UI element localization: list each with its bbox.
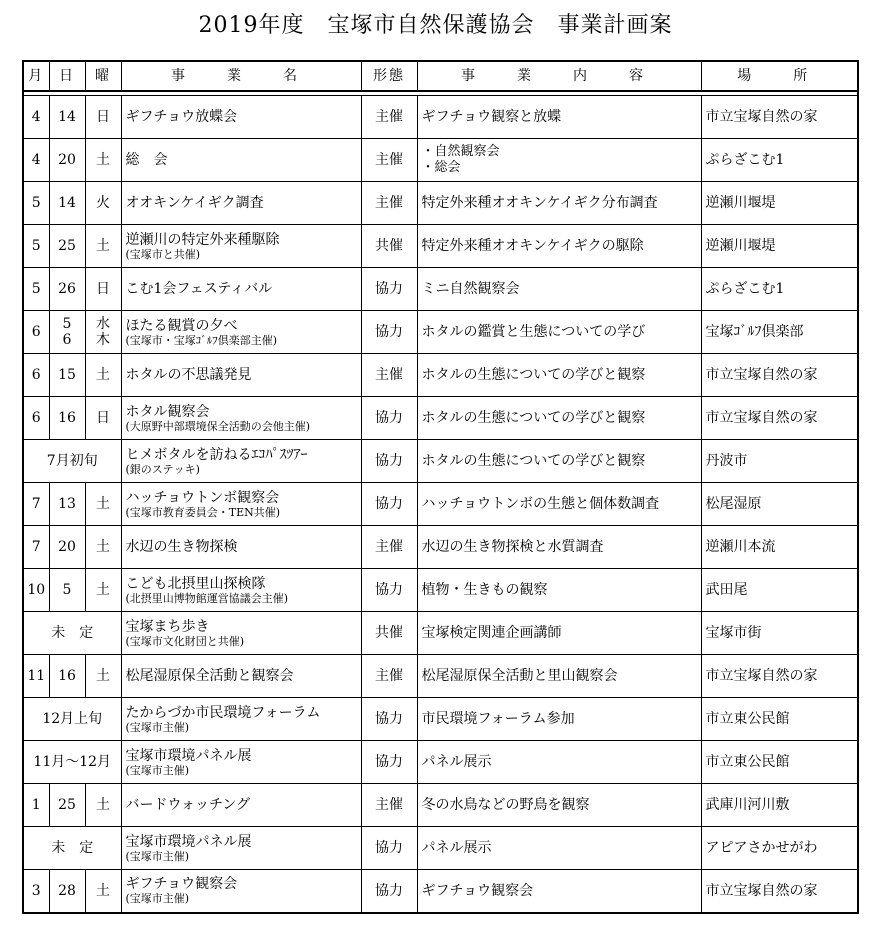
month-cell xyxy=(23,182,49,225)
event-place-cell xyxy=(701,182,858,225)
day-cell xyxy=(49,182,85,225)
event-content: ホタルの生態についての学びと観察 xyxy=(421,453,646,469)
event-place: 宝塚市街 xyxy=(705,625,762,641)
event-place-cell xyxy=(701,311,858,354)
event-type-cell xyxy=(361,698,417,741)
event-content: 特定外来種オオキンケイギク分布調査 xyxy=(421,195,658,211)
event-content: ミニ自然観察会 xyxy=(421,281,520,297)
table-row xyxy=(23,96,858,139)
event-type: 協力 xyxy=(375,324,403,340)
event-place-cell xyxy=(701,397,858,440)
table-row xyxy=(23,268,858,311)
event-name-cell xyxy=(121,139,361,182)
event-name: 宝塚まち歩き xyxy=(125,618,210,635)
event-name-cell xyxy=(121,311,361,354)
event-organizer-note: (宝塚市と共催) xyxy=(125,247,201,261)
event-name: 松尾湿原保全活動と観察会 xyxy=(125,668,294,684)
day-text: 20 xyxy=(58,539,76,555)
weekday-text: 土 xyxy=(96,582,110,598)
event-name-cell xyxy=(121,784,361,827)
table-row xyxy=(23,569,858,612)
day-text: 5 xyxy=(62,316,72,332)
event-type: 主催 xyxy=(375,109,403,125)
event-place-cell xyxy=(701,440,858,483)
month-cell xyxy=(23,139,49,182)
weekday-cell xyxy=(85,268,121,311)
event-type: 共催 xyxy=(375,625,403,641)
date-text: 未 定 xyxy=(51,840,94,856)
event-name-cell xyxy=(121,741,361,784)
event-organizer-note: (大原野中部環境保全活動の会他主催) xyxy=(125,419,311,433)
day-text: 20 xyxy=(58,152,76,168)
event-name-cell xyxy=(121,483,361,526)
event-content: ハッチョウトンボの生態と個体数調査 xyxy=(421,496,660,512)
event-content-cell xyxy=(417,354,701,397)
event-content-cell xyxy=(417,182,701,225)
event-type-cell xyxy=(361,311,417,354)
event-name: ヒメボタルを訪ねるｴｺﾊﾟｽﾂｱｰ xyxy=(125,446,308,463)
event-name: 水辺の生き物探検 xyxy=(125,539,238,555)
month-text: 11 xyxy=(27,668,46,684)
weekday-text: 日 xyxy=(96,281,110,297)
event-name: バードウォッチング xyxy=(125,797,250,813)
event-content: 市民環境フォーラム参加 xyxy=(421,711,575,727)
event-content-cell xyxy=(417,483,701,526)
event-place-cell xyxy=(701,870,858,913)
month-text: 4 xyxy=(31,152,41,168)
month-cell xyxy=(23,569,49,612)
date-text: 11月～12月 xyxy=(33,754,112,770)
event-type: 主催 xyxy=(375,668,403,684)
event-content-cell xyxy=(417,526,701,569)
event-content: 特定外来種オオキンケイギクの駆除 xyxy=(421,238,644,254)
day-cell xyxy=(49,655,85,698)
date-text: 未 定 xyxy=(51,625,94,641)
event-type-cell xyxy=(361,741,417,784)
month-text: 4 xyxy=(31,109,41,125)
event-type-cell xyxy=(361,612,417,655)
table-row xyxy=(23,440,858,483)
event-type: 協力 xyxy=(375,496,403,512)
day-text: 5 xyxy=(62,582,72,598)
event-type: 協力 xyxy=(375,840,403,856)
table-row xyxy=(23,698,858,741)
event-type: 主催 xyxy=(375,539,403,555)
event-place: 逆瀬川堰堤 xyxy=(705,238,776,254)
weekday-text: 木 xyxy=(96,332,110,348)
event-organizer-note: (宝塚市主催) xyxy=(125,892,190,906)
date-text: 7月初旬 xyxy=(46,453,98,469)
month-cell xyxy=(23,96,49,139)
event-place: 市立宝塚自然の家 xyxy=(705,367,818,383)
month-text: 6 xyxy=(31,367,41,383)
event-name: ハッチョウトンボ観察会 xyxy=(125,489,280,506)
date-merged-cell xyxy=(23,698,121,741)
event-content-cell xyxy=(417,569,701,612)
event-content-cell xyxy=(417,655,701,698)
event-type: 主催 xyxy=(375,152,403,168)
day-text: 6 xyxy=(62,332,72,348)
event-place: 宝塚ｺﾞﾙﾌ倶楽部 xyxy=(705,324,804,340)
event-place-cell xyxy=(701,139,858,182)
event-content: 植物・生きもの観察 xyxy=(421,582,548,598)
event-type-cell xyxy=(361,569,417,612)
header-content: 事 業 内 容 xyxy=(417,61,701,91)
event-type-cell xyxy=(361,139,417,182)
weekday-cell xyxy=(85,225,121,268)
weekday-text: 土 xyxy=(96,539,110,555)
month-cell xyxy=(23,526,49,569)
table-row xyxy=(23,741,858,784)
event-content: ホタルの生態についての学びと観察 xyxy=(421,410,646,426)
date-text: 12月上旬 xyxy=(42,711,103,727)
event-content-cell xyxy=(417,827,701,870)
event-organizer-note: (宝塚市文化財団と共催) xyxy=(125,634,245,648)
table-header xyxy=(23,61,858,96)
event-content-cell xyxy=(417,225,701,268)
month-cell xyxy=(23,655,49,698)
table-row xyxy=(23,225,858,268)
month-text: 6 xyxy=(31,324,41,340)
day-cell xyxy=(49,354,85,397)
event-name-cell xyxy=(121,440,361,483)
event-type-cell xyxy=(361,827,417,870)
event-organizer-note: (宝塚市主催) xyxy=(125,849,190,863)
weekday-text: 水 xyxy=(96,316,110,332)
event-content: 松尾湿原保全活動と里山観察会 xyxy=(421,668,618,684)
event-name-cell xyxy=(121,354,361,397)
event-content-cell xyxy=(417,268,701,311)
month-cell xyxy=(23,225,49,268)
weekday-cell xyxy=(85,182,121,225)
day-text: 25 xyxy=(58,238,76,254)
event-name: こども北摂里山探検隊 xyxy=(125,575,266,592)
event-place: 市立宝塚自然の家 xyxy=(705,109,818,125)
event-place: 市立宝塚自然の家 xyxy=(705,668,818,684)
month-cell xyxy=(23,870,49,913)
header-place: 場 所 xyxy=(701,61,858,91)
header-type: 形態 xyxy=(361,61,417,91)
month-text: 5 xyxy=(31,195,41,211)
event-place-cell xyxy=(701,225,858,268)
event-type: 協力 xyxy=(375,410,403,426)
weekday-cell xyxy=(85,311,121,354)
month-cell xyxy=(23,354,49,397)
event-content: ギフチョウ観察会 xyxy=(421,882,534,899)
event-name-cell xyxy=(121,569,361,612)
day-cell xyxy=(49,268,85,311)
weekday-text: 土 xyxy=(96,797,110,813)
weekday-text: 土 xyxy=(96,367,110,383)
event-place: 市立東公民館 xyxy=(705,754,790,770)
event-place: ぷらざこむ1 xyxy=(705,281,785,297)
day-cell xyxy=(49,870,85,913)
month-text: 10 xyxy=(27,582,46,598)
event-type: 協力 xyxy=(375,754,403,770)
event-type-cell xyxy=(361,440,417,483)
table-row xyxy=(23,655,858,698)
month-cell xyxy=(23,397,49,440)
event-content: ホタルの生態についての学びと観察 xyxy=(421,367,646,383)
table-row xyxy=(23,182,858,225)
event-content: ギフチョウ観察と放蝶 xyxy=(421,109,562,125)
event-content-cell xyxy=(417,741,701,784)
event-type-cell xyxy=(361,397,417,440)
event-content: パネル展示 xyxy=(421,840,492,856)
day-text: 28 xyxy=(58,882,76,899)
event-type-cell xyxy=(361,526,417,569)
event-content-cell xyxy=(417,96,701,139)
table-row xyxy=(23,354,858,397)
event-place: 市立宝塚自然の家 xyxy=(705,410,818,426)
event-place-cell xyxy=(701,741,858,784)
event-place-cell xyxy=(701,827,858,870)
day-cell xyxy=(49,526,85,569)
event-content-cell xyxy=(417,612,701,655)
event-organizer-note: (宝塚市教育委員会・TEN共催) xyxy=(125,505,281,519)
event-organizer-note: (北摂里山博物館運営協議会主催) xyxy=(125,591,289,605)
event-content: ・自然観察会 xyxy=(421,144,500,159)
event-content: ・総会 xyxy=(421,160,461,175)
date-merged-cell xyxy=(23,827,121,870)
day-cell xyxy=(49,784,85,827)
event-type: 協力 xyxy=(375,711,403,727)
day-text: 14 xyxy=(58,109,76,125)
event-type-cell xyxy=(361,225,417,268)
event-type: 協力 xyxy=(375,582,403,598)
table-row xyxy=(23,526,858,569)
header-day: 日 xyxy=(49,61,85,91)
day-cell xyxy=(49,225,85,268)
event-place-cell xyxy=(701,569,858,612)
month-text: 7 xyxy=(31,496,41,512)
event-type: 協力 xyxy=(375,453,403,469)
event-content: 水辺の生き物探検と水質調査 xyxy=(421,539,604,555)
table-row xyxy=(23,784,858,827)
weekday-text: 日 xyxy=(96,109,110,125)
weekday-cell xyxy=(85,96,121,139)
event-name: ホタル観察会 xyxy=(125,403,210,420)
month-cell xyxy=(23,268,49,311)
event-place: ぷらざこむ1 xyxy=(705,152,785,168)
event-type: 共催 xyxy=(375,238,403,254)
event-type-cell xyxy=(361,96,417,139)
event-name: 宝塚市環境パネル展 xyxy=(125,833,252,850)
event-place: 逆瀬川本流 xyxy=(705,539,776,555)
event-type: 主催 xyxy=(375,195,403,211)
event-type-cell xyxy=(361,268,417,311)
day-text: 16 xyxy=(58,668,76,684)
month-cell xyxy=(23,784,49,827)
event-content-cell xyxy=(417,311,701,354)
weekday-cell xyxy=(85,139,121,182)
day-cell xyxy=(49,569,85,612)
event-place: 武庫川河川敷 xyxy=(705,797,790,813)
event-name-cell xyxy=(121,827,361,870)
event-place-cell xyxy=(701,784,858,827)
event-name-cell xyxy=(121,397,361,440)
event-place-cell xyxy=(701,268,858,311)
event-content: パネル展示 xyxy=(421,754,492,770)
weekday-cell xyxy=(85,354,121,397)
event-place-cell xyxy=(701,612,858,655)
event-name: たからづか市民環境フォーラム xyxy=(125,704,321,721)
event-type-cell xyxy=(361,354,417,397)
plan-table xyxy=(22,60,859,914)
event-name: こむ1会フェスティバル xyxy=(125,281,273,297)
event-type: 協力 xyxy=(375,882,403,899)
event-place: 市立東公民館 xyxy=(705,711,790,727)
header-name: 事 業 名 xyxy=(121,61,361,91)
table-row xyxy=(23,483,858,526)
weekday-text: 土 xyxy=(96,152,110,168)
day-cell xyxy=(49,483,85,526)
event-content: 冬の水鳥などの野鳥を観察 xyxy=(421,797,590,813)
weekday-cell xyxy=(85,397,121,440)
event-place: 市立宝塚自然の家 xyxy=(705,882,818,899)
month-text: 5 xyxy=(31,238,41,254)
table-body xyxy=(23,96,858,913)
event-place-cell xyxy=(701,354,858,397)
weekday-cell xyxy=(85,870,121,913)
event-name: オオキンケイギク調査 xyxy=(125,195,264,211)
event-content-cell xyxy=(417,698,701,741)
event-name: 総 会 xyxy=(125,152,168,168)
event-place: 武田尾 xyxy=(705,582,748,598)
event-name-cell xyxy=(121,182,361,225)
table-row xyxy=(23,870,858,913)
event-place: 逆瀬川堰堤 xyxy=(705,195,776,211)
event-organizer-note: (宝塚市主催) xyxy=(125,763,190,777)
event-content: 宝塚検定関連企画講師 xyxy=(421,625,562,641)
event-type: 主催 xyxy=(375,367,403,383)
event-type-cell xyxy=(361,784,417,827)
weekday-cell xyxy=(85,784,121,827)
weekday-text: 火 xyxy=(96,195,110,211)
table-row xyxy=(23,827,858,870)
weekday-text: 土 xyxy=(96,882,110,899)
event-content: ホタルの鑑賞と生態についての学び xyxy=(421,324,646,340)
header-dow: 曜 xyxy=(85,61,121,91)
table-row xyxy=(23,397,858,440)
event-type: 主催 xyxy=(375,797,403,813)
event-place: 松尾湿原 xyxy=(705,496,762,512)
event-place-cell xyxy=(701,483,858,526)
header-month: 月 xyxy=(23,61,49,91)
month-text: 6 xyxy=(31,410,41,426)
day-text: 14 xyxy=(58,195,76,211)
event-type-cell xyxy=(361,483,417,526)
month-text: 1 xyxy=(31,797,41,813)
date-merged-cell xyxy=(23,612,121,655)
event-content-cell xyxy=(417,139,701,182)
event-name: 宝塚市環境パネル展 xyxy=(125,747,252,764)
event-type-cell xyxy=(361,655,417,698)
event-place-cell xyxy=(701,526,858,569)
event-name: 逆瀬川の特定外来種駆除 xyxy=(125,231,280,248)
day-text: 13 xyxy=(58,496,76,512)
event-name-cell xyxy=(121,268,361,311)
event-name-cell xyxy=(121,655,361,698)
event-name-cell xyxy=(121,225,361,268)
weekday-text: 土 xyxy=(96,496,110,512)
weekday-cell xyxy=(85,526,121,569)
event-place: アピアさかせがわ xyxy=(705,840,818,856)
day-text: 26 xyxy=(58,281,76,297)
day-text: 15 xyxy=(58,367,76,383)
event-type-cell xyxy=(361,870,417,913)
event-place: 丹波市 xyxy=(705,453,748,469)
event-content-cell xyxy=(417,784,701,827)
event-content-cell xyxy=(417,440,701,483)
table-row xyxy=(23,139,858,182)
weekday-cell xyxy=(85,483,121,526)
event-name: ギフチョウ観察会 xyxy=(125,876,238,893)
event-name-cell xyxy=(121,612,361,655)
date-merged-cell xyxy=(23,741,121,784)
event-content-cell xyxy=(417,397,701,440)
day-text: 16 xyxy=(58,410,76,426)
table-row xyxy=(23,311,858,354)
event-organizer-note: (銀のステッキ) xyxy=(125,462,200,476)
weekday-text: 土 xyxy=(96,238,110,254)
event-organizer-note: (宝塚市・宝塚ｺﾞﾙﾌ倶楽部主催) xyxy=(125,333,278,347)
event-name: ホタルの不思議発見 xyxy=(125,367,252,383)
date-merged-cell xyxy=(23,440,121,483)
day-cell xyxy=(49,96,85,139)
event-place-cell xyxy=(701,96,858,139)
event-organizer-note: (宝塚市主催) xyxy=(125,720,190,734)
document-title: 2019年度 宝塚市自然保護協会 事業計画案 xyxy=(198,13,673,38)
month-text: 5 xyxy=(31,281,41,297)
table-row xyxy=(23,612,858,655)
event-name: ほたる観賞の夕べ xyxy=(125,317,238,334)
weekday-text: 土 xyxy=(96,668,110,684)
weekday-cell xyxy=(85,655,121,698)
month-text: 7 xyxy=(31,539,41,555)
day-cell xyxy=(49,311,85,354)
day-text: 25 xyxy=(58,797,76,813)
event-content-cell xyxy=(417,870,701,913)
month-text: 3 xyxy=(31,882,41,899)
day-cell xyxy=(49,139,85,182)
event-name-cell xyxy=(121,870,361,913)
event-name: ギフチョウ放蝶会 xyxy=(125,109,238,125)
event-place-cell xyxy=(701,698,858,741)
weekday-text: 日 xyxy=(96,410,110,426)
month-cell xyxy=(23,311,49,354)
event-type-cell xyxy=(361,182,417,225)
event-name-cell xyxy=(121,96,361,139)
event-name-cell xyxy=(121,698,361,741)
event-type: 協力 xyxy=(375,281,403,297)
event-name-cell xyxy=(121,526,361,569)
weekday-cell xyxy=(85,569,121,612)
day-cell xyxy=(49,397,85,440)
event-place-cell xyxy=(701,655,858,698)
month-cell xyxy=(23,483,49,526)
